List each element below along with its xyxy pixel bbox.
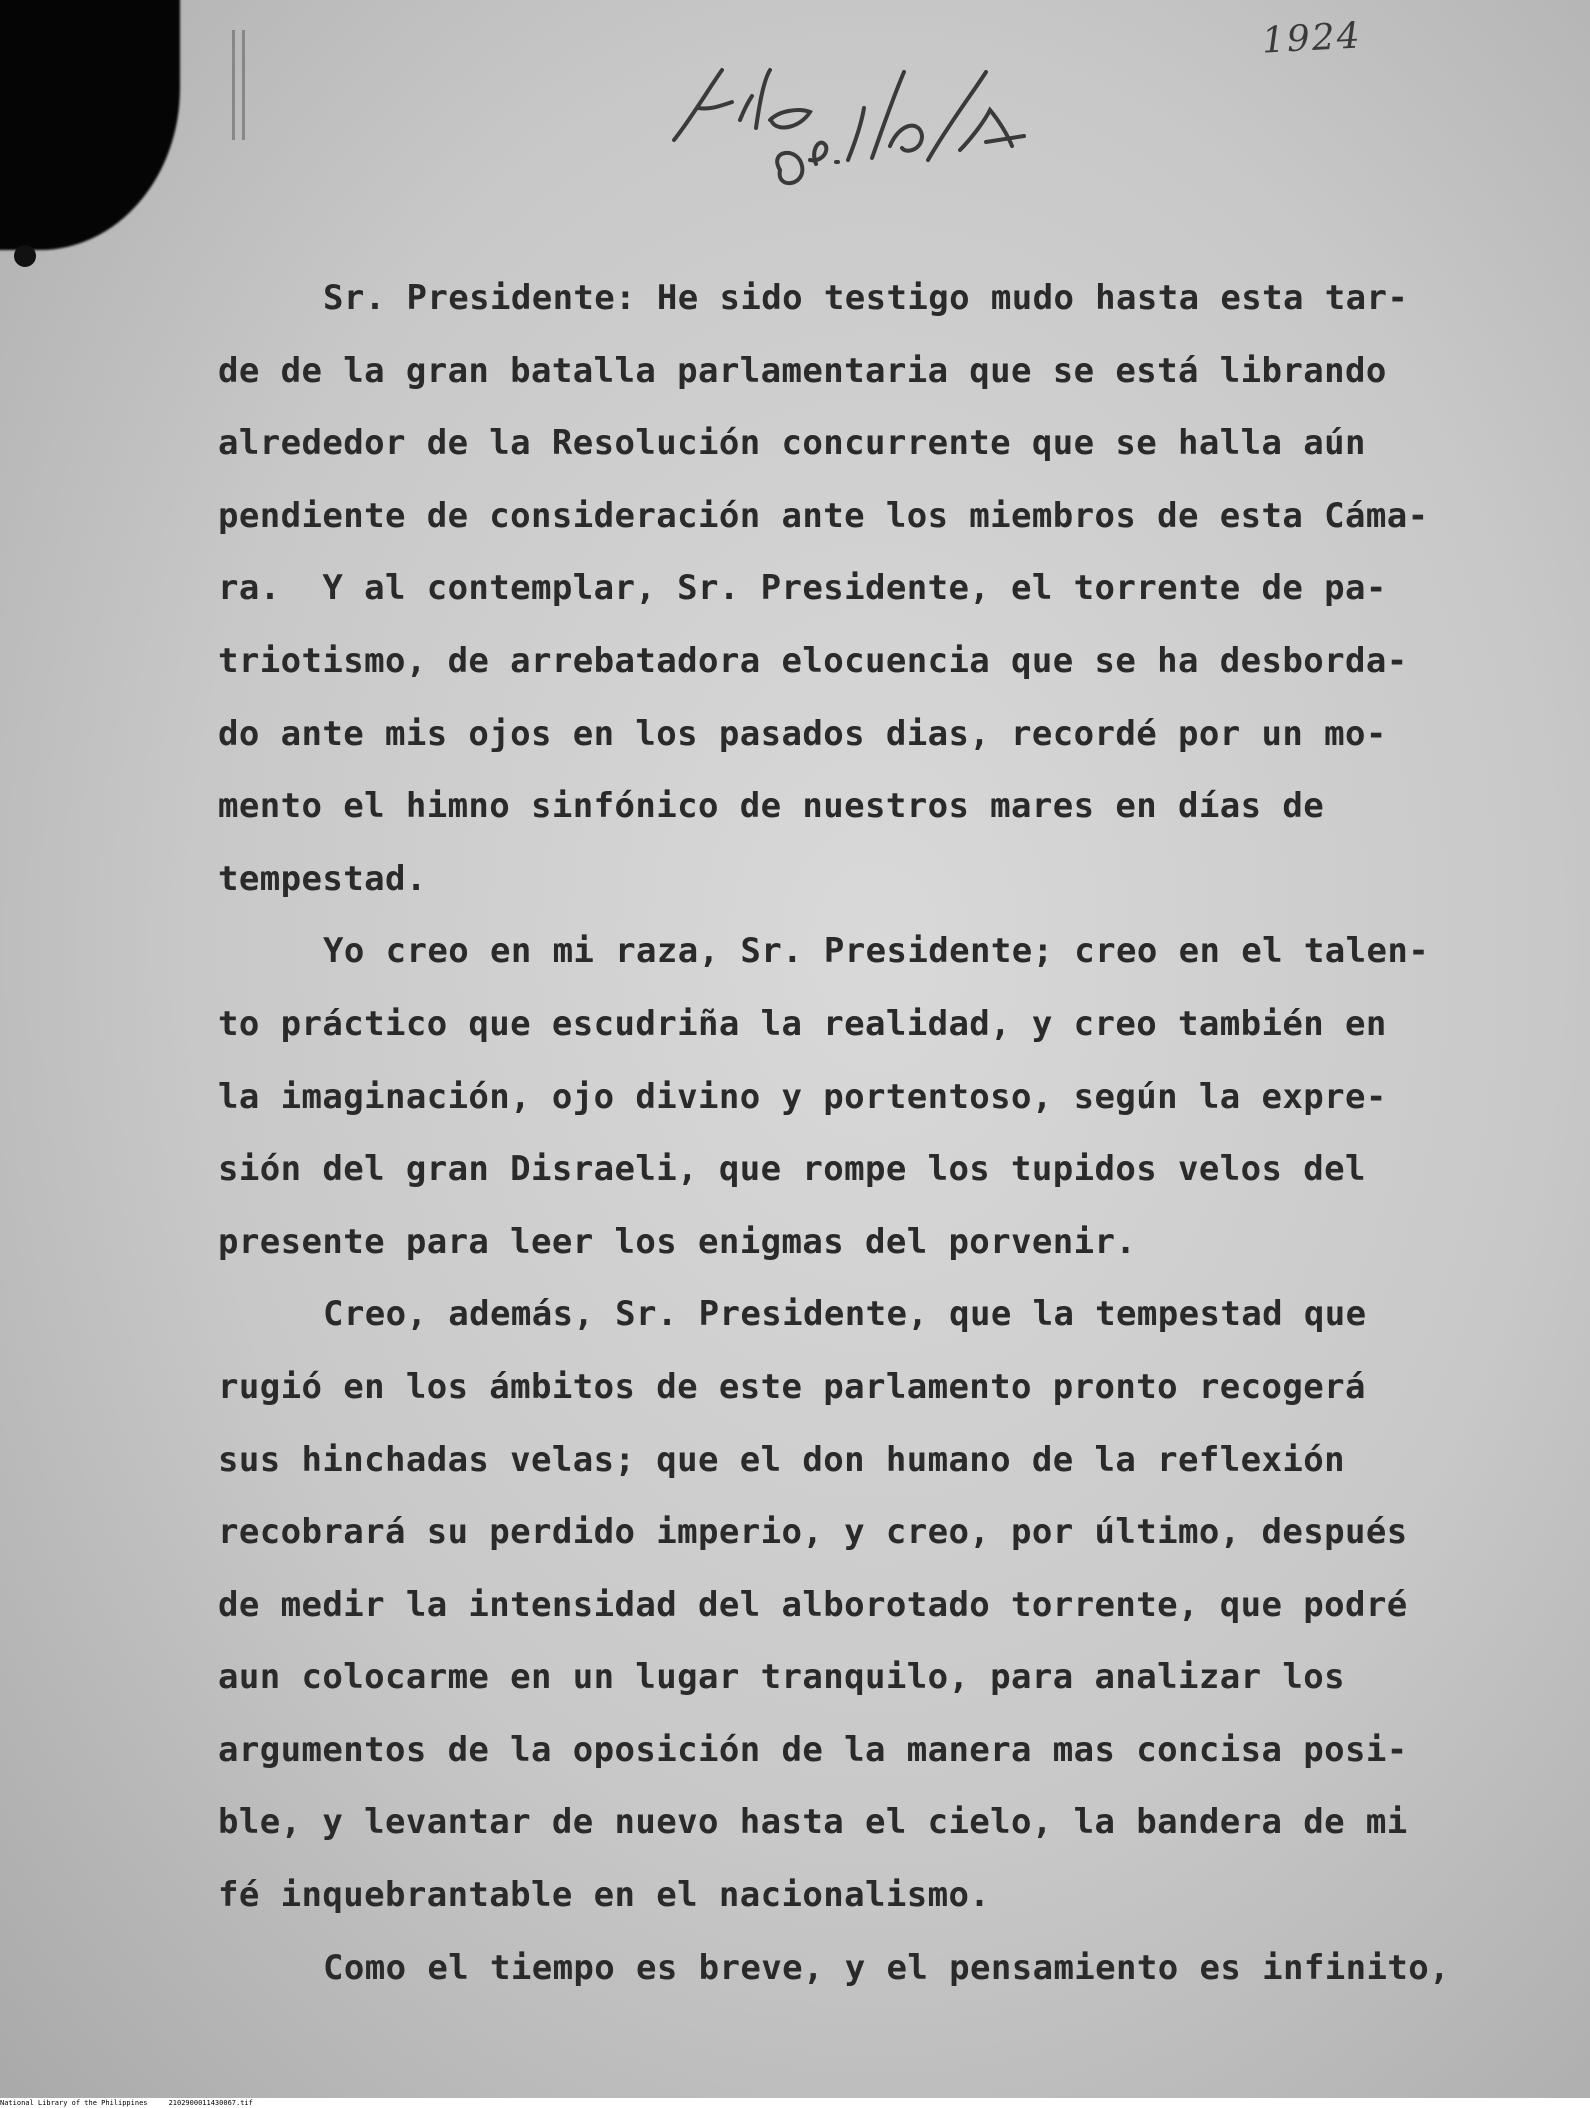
text-line: de de la gran batalla parlamentaria que se está librando xyxy=(218,350,1387,391)
text-line: do ante mis ojos en los pasados dias, recordé por un mo- xyxy=(218,713,1387,754)
text-line: sus hinchadas velas; que el don humano de la reflexión xyxy=(218,1439,1345,1480)
text-line: aun colocarme en un lugar tranquilo, para analizar los xyxy=(218,1657,1345,1698)
text-line: recobrará su perdido imperio, y creo, por último, después xyxy=(218,1512,1408,1553)
typed-body xyxy=(218,262,1468,2004)
text-line: alrededor de la Resolución concurrente que se halla aún xyxy=(218,423,1366,464)
text-line: to práctico que escudriña la realidad, y creo también en xyxy=(218,1003,1387,1044)
text-line: triotismo, de arrebatadora elocuencia que se ha desborda- xyxy=(218,640,1408,681)
text-line: ra. Y al contemplar, Sr. Presidente, el torrente de pa- xyxy=(218,568,1387,609)
handwritten-filing-note xyxy=(660,50,1040,200)
text-line: Creo, además, Sr. Presidente, que la tempestad que xyxy=(323,1294,1367,1335)
text-line: Sr. Presidente: He sido testigo mudo hasta esta tar- xyxy=(323,278,1409,318)
scan-footer: National Library of the Philippines 2102900011430067.tif xyxy=(0,2098,1590,2108)
text-line: la imaginación, ojo divino y portentoso, según la expre- xyxy=(218,1076,1387,1117)
text-line: tempestad. xyxy=(218,858,427,899)
text-line: de medir la intensidad del alborotado torrente, que podré xyxy=(218,1584,1408,1625)
text-line: argumentos de la oposición de la manera mas concisa posi- xyxy=(218,1729,1408,1770)
text-line: presente para leer los enigmas del porvenir. xyxy=(218,1221,1137,1262)
scan-streak xyxy=(242,30,245,140)
handwritten-year: 1924 xyxy=(1260,15,1363,62)
scan-streak xyxy=(232,30,235,140)
text-line: ble, y levantar de nuevo hasta el cielo, la bandera de mi xyxy=(218,1802,1408,1843)
ink-dot xyxy=(14,245,36,267)
text-line: Como el tiempo es breve, y el pensamiento es infinito, xyxy=(323,1947,1450,1988)
text-line: sión del gran Disraeli, que rompe los tupidos velos del xyxy=(218,1149,1366,1190)
text-line: Yo creo en mi raza, Sr. Presidente; creo en el talen- xyxy=(323,931,1430,972)
text-line: mento el himno sinfónico de nuestros mares en días de xyxy=(218,786,1325,827)
ink-stain xyxy=(0,0,180,250)
text-line: pendiente de consideración ante los miembros de esta Cáma- xyxy=(218,495,1429,536)
text-line: fé inquebrantable en el nacionalismo. xyxy=(218,1875,991,1916)
text-line: rugió en los ámbitos de este parlamento pronto recogerá xyxy=(218,1366,1366,1407)
